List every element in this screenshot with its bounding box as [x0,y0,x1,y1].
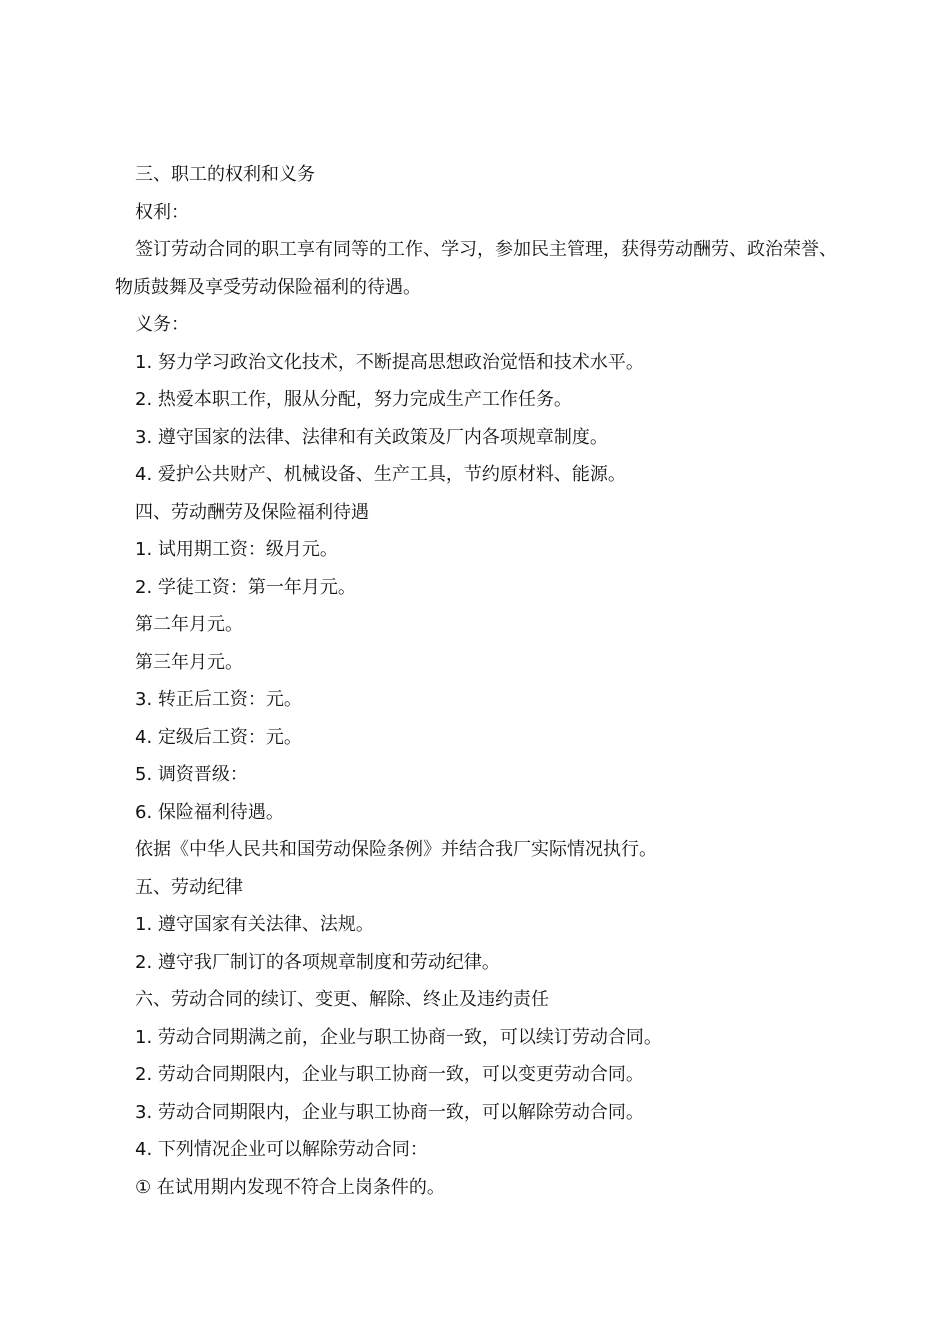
duties-label: 义务： [135,314,189,335]
wage-item-2: 2. 学徒工资：第一年月元。 [135,576,356,598]
section-heading-3: 三、职工的权利和义务 [135,164,315,185]
contract-item-2: 2. 劳动合同期限内，企业与职工协商一致，可以变更劳动合同。 [135,1064,644,1085]
duty-item-4: 4. 爱护公共财产、机械设备、生产工具，节约原材料、能源。 [135,464,626,485]
discipline-item-2: 2. 遵守我厂制订的各项规章制度和劳动纪律。 [135,951,500,973]
duty-item-1: 1. 努力学习政治文化技术，不断提高思想政治觉悟和技术水平。 [135,351,644,373]
rights-label: 权利： [135,201,189,223]
wage-item-2-year-2: 第二年月元。 [135,614,243,635]
duty-item-2: 2. 热爱本职工作，服从分配，努力完成生产工作任务。 [135,389,572,410]
wage-item-5: 5. 调资晋级： [135,764,248,785]
document-body [115,156,840,1206]
contract-item-3: 3. 劳动合同期限内，企业与职工协商一致，可以解除劳动合同。 [135,1101,644,1123]
wage-item-3: 3. 转正后工资：元。 [135,689,302,710]
wage-item-2-year-3: 第三年月元。 [135,651,243,673]
section-heading-5: 五、劳动纪律 [135,876,243,898]
contract-subitem-1: ① 在试用期内发现不符合上岗条件的。 [135,1176,445,1198]
discipline-item-1: 1. 遵守国家有关法律、法规。 [135,914,374,935]
wage-item-6: 6. 保险福利待遇。 [135,801,284,823]
wage-item-1: 1. 试用期工资：级月元。 [135,539,338,560]
contract-item-4: 4. 下列情况企业可以解除劳动合同： [135,1139,428,1160]
contract-item-1: 1. 劳动合同期满之前，企业与职工协商一致，可以续订劳动合同。 [135,1026,662,1048]
duty-item-3: 3. 遵守国家的法律、法律和有关政策及厂内各项规章制度。 [135,426,608,448]
rights-paragraph: 签订劳动合同的职工享有同等的工作、学习，参加民主管理，获得劳动酬劳、政治荣誉、物质鼓舞及享受劳动保险福利的待遇。 [115,239,837,298]
wage-item-4: 4. 定级后工资：元。 [135,726,302,748]
section-heading-6: 六、劳动合同的续订、变更、解除、终止及违约责任 [135,989,549,1010]
section-heading-4: 四、劳动酬劳及保险福利待遇 [135,501,369,523]
insurance-basis-paragraph: 依据《中华人民共和国劳动保险条例》并结合我厂实际情况执行。 [135,839,657,860]
